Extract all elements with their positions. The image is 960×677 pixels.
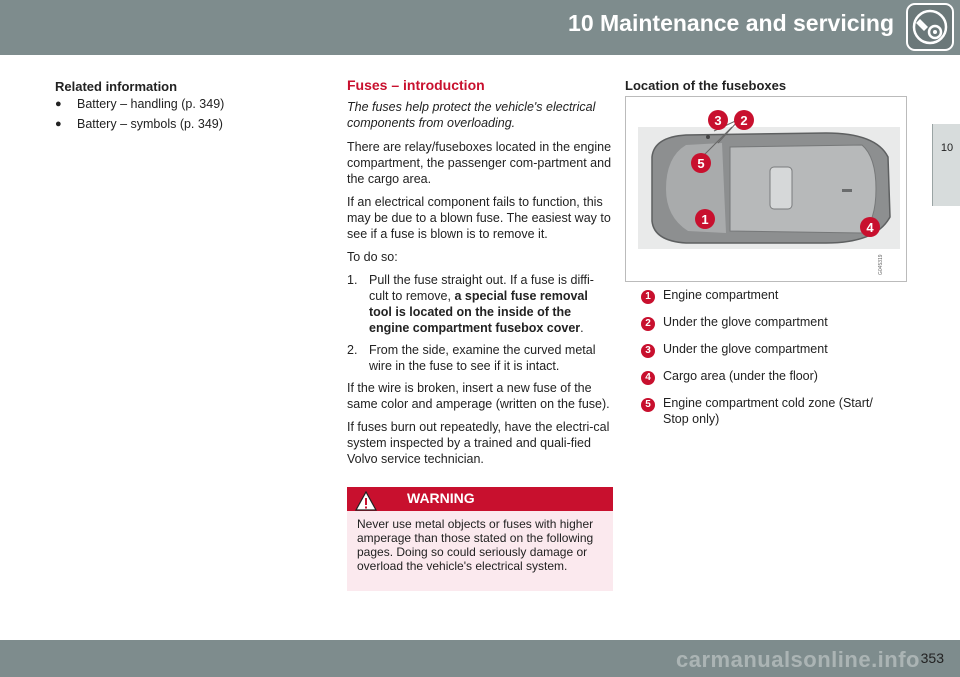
wrench-gear-icon [906, 3, 954, 51]
step-bold-text: a special fuse removal tool is located on the inside of the engine compartment fusebox cover [369, 289, 588, 335]
page-number: 353 [920, 650, 944, 666]
car-fusebox-figure [625, 96, 907, 282]
related-title: Related information [55, 79, 178, 94]
callout-badge-3 [707, 109, 729, 131]
warning-text: Never use metal objects or fuses with higher amperage than those stated on the following pages. Doing so could seriously damage or overload the vehicle's electrical system. [357, 517, 594, 573]
legend-number-badge: 4 [641, 371, 655, 385]
paragraph: If fuses burn out repeatedly, have the electri-cal system inspected by a trained and quali-fied Volvo service technician. [347, 420, 610, 466]
svg-text:5: 5 [697, 156, 705, 171]
legend-item [641, 341, 901, 358]
legend-text: Under the glove compartment [663, 315, 828, 329]
legend-item [641, 368, 901, 385]
page-footer [0, 640, 960, 677]
related-link-text: Battery – handling (p. 349) [77, 97, 225, 111]
warning-box [347, 487, 613, 591]
step-number: 1. [347, 273, 358, 287]
legend-text: Engine compartment cold zone (Start/ Stop only) [663, 396, 873, 426]
callout-badge-1 [694, 208, 716, 230]
legend-number-badge: 5 [641, 398, 655, 412]
paragraph: There are relay/fuseboxes located in the engine compartment, the passenger com-partment and the cargo area. [347, 140, 612, 186]
legend-number-badge: 2 [641, 317, 655, 331]
paragraph: If the wire is broken, insert a new fuse of the same color and amperage (written on the fuse). [347, 381, 610, 411]
related-link[interactable] [55, 96, 315, 112]
fuses-section [347, 77, 613, 474]
step-text: Pull the fuse straight out. If a fuse is diffi-cult to remove, a special fuse removal tool is located on the inside of the engine compartment fusebox cover. [369, 273, 594, 335]
legend-item [641, 287, 901, 304]
chapter-side-tab[interactable] [932, 124, 960, 206]
svg-text:2: 2 [740, 113, 748, 128]
warning-title: WARNING [407, 490, 475, 506]
warning-header [347, 487, 613, 511]
callout-badge-4 [859, 216, 881, 238]
legend-text: Under the glove compartment [663, 342, 828, 356]
legend-text: Engine compartment [663, 288, 779, 302]
page-header [0, 0, 960, 55]
car-top-view-illustration [626, 97, 906, 281]
svg-text:4: 4 [866, 220, 874, 235]
legend-number-badge: 3 [641, 344, 655, 358]
related-link[interactable] [55, 116, 315, 132]
step-number: 2. [347, 343, 358, 357]
paragraph: If an electrical component fails to function, this may be due to a blown fuse. The easiest way to see if a fuse is blown is to remove it. [347, 195, 611, 241]
figure-title: Location of the fuseboxes [625, 78, 787, 93]
legend-item [641, 395, 901, 427]
svg-text:3: 3 [714, 113, 722, 128]
callout-badge-5 [690, 152, 712, 174]
paragraph: To do so: [347, 250, 398, 264]
chapter-tab-label: 10 [940, 142, 954, 154]
bullet-icon: ● [55, 118, 62, 130]
step-text: From the side, examine the curved metal wire in the fuse to see if it is intact. [369, 343, 596, 373]
related-information [55, 79, 315, 136]
legend-item [641, 314, 901, 331]
section-title: Fuses – introduction [347, 77, 485, 93]
warning-triangle-icon [355, 491, 377, 511]
legend-text: Cargo area (under the floor) [663, 369, 818, 383]
bullet-icon: ● [55, 98, 62, 110]
step-item [347, 342, 613, 374]
section-intro: The fuses help protect the vehicle's electrical components from overloading. [347, 100, 596, 130]
watermark: carmanualsonline.info [676, 647, 920, 672]
related-link-text: Battery – symbols (p. 349) [77, 117, 223, 131]
legend-number-badge: 1 [641, 290, 655, 304]
callout-badge-2 [733, 109, 755, 131]
chapter-title: 10 Maintenance and servicing [568, 10, 894, 36]
step-item [347, 272, 613, 336]
figure-code: G045319 [878, 254, 884, 275]
svg-text:1: 1 [701, 212, 709, 227]
figure-legend [641, 287, 901, 437]
